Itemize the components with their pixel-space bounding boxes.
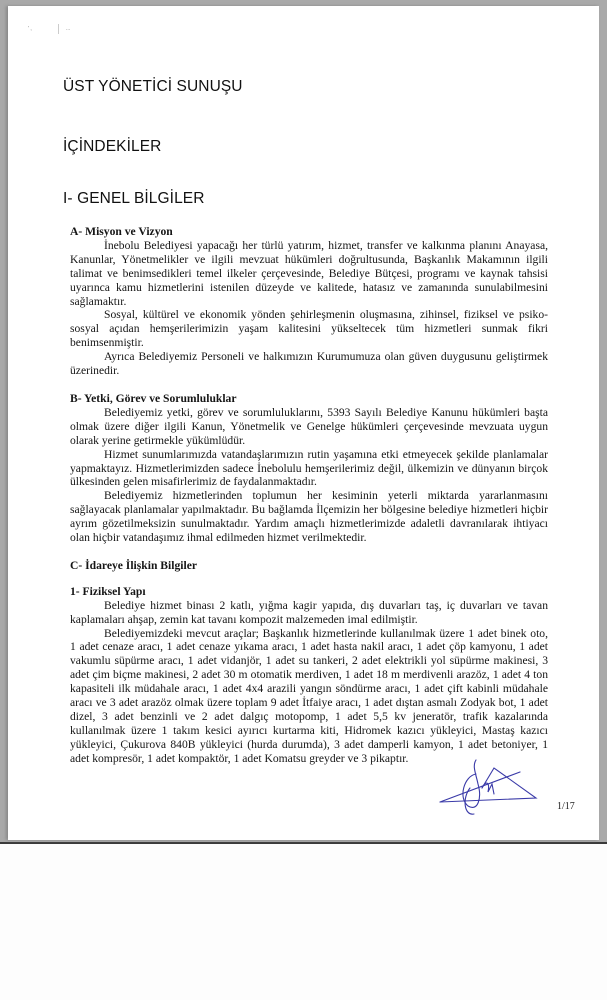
corner-mark-line xyxy=(58,24,59,34)
table-of-contents-heading: İÇİNDEKİLER xyxy=(63,138,162,155)
document-title: ÜST YÖNETİCİ SUNUŞU xyxy=(63,78,243,95)
paragraph: Sosyal, kültürel ve ekonomik yönden şehirleşmenin oluşmasına, zihinsel, fiziksel ve psiko-sosyal açıdan hemşerilerimizin yaşam kalitesini yükseltecek tüm hizmetleri sunmak fikri benimsenmiştir. xyxy=(70,308,548,350)
document-body xyxy=(70,225,548,766)
scan-corner-marks xyxy=(28,26,71,32)
corner-mark: ... xyxy=(66,26,71,32)
subsection-heading: 1- Fiziksel Yapı xyxy=(70,584,146,598)
section-a-heading: A- Misyon ve Vizyon xyxy=(70,225,173,238)
paragraph: Ayrıca Belediyemiz Personeli ve halkımızın Kurumumuza olan güven duygusunu geliştirmek üzerinedir. xyxy=(70,350,548,378)
paragraph: Hizmet sunumlarımızda vatandaşlarımızın rutin yaşamına etki etmeyecek şekilde planlamalar yapmaktayız. Hizmetlerimizden sadece İnebolulu hemşerilerimiz değil, ülkemizin ve dünyanın birçok ülkesinden gelen misafirlerimiz de faydalanmaktadır. xyxy=(70,447,548,489)
paragraph: Belediye hizmet binası 2 katlı, yığma kagir yapıda, dış duvarları taş, iç duvarları ve tavan kaplamaları ahşap, zemin kat tavanı kompozit malzemeden imal edilmiştir. xyxy=(70,598,548,626)
paragraph: Belediyemiz yetki, görev ve sorumluluklarını, 5393 Sayılı Belediye Kanunu hükümleri başta olmak üzere diğer ilgili Kanun, Yönetmelik ve Genelge hükümleri çerçevesinde mevzuata uygun olarak yerine getirmekle yükümlüdür. xyxy=(70,405,548,447)
document-page xyxy=(8,6,599,840)
general-info-heading: I- GENEL BİLGİLER xyxy=(63,190,205,207)
signature-icon xyxy=(436,758,546,820)
paragraph: Belediyemizdeki mevcut araçlar; Başkanlık hizmetlerinde kullanılmak üzere 1 adet binek oto, 1 adet cenaze aracı, 1 adet cenaze yıkama aracı, 1 adet hasta nakil aracı, 1 adet çöp kamyonu, 1 adet vakumlu süpürme aracı, 1 adet vidanjör, 1 adet su tankeri, 2 adet elektrikli yol süpürme makinesi, 3 adet çim biçme makinesi, 2 adet 30 m otomatik merdiven, 1 adet 18 m merdivenli arazöz, 1 adet 4 ton kapasiteli ilk müdahale aracı, 1 adet 4x4 arazili yangın söndürme aracı, 1 adet çift kabinli müdahale aracı ve 3 adet arazöz olmak üzere toplam 9 adet İtfaiye aracı, 1 adet dıştan asmalı Zodyak bot, 1 adet dizel, 3 adet benzinli ve 2 adet dalgıç motopomp, 1 adet 5,5 kv jeneratör, trafik kazalarında kullanılmak üzere 1 takım kesici ayırıcı kurtarma kiti, Hidromek kazıcı yükleyici, Mastaş kazıcı yükleyici, Çukurova 840B yükleyici (hurda durumda), 3 adet damperli kamyon, 1 adet betoniyer, 1 adet kompresör, 1 adet kompaktör, 1 adet Komatsu greyder ve 3 pikaptır. xyxy=(70,626,548,765)
paragraph: Belediyemiz hizmetlerinden toplumun her kesiminin yeterli miktarda yararlanmasını sağlayacak planlamalar yapılmaktadır. Bu bağlamda İlçemizin her bölgesine belediye hizmetleri hiçbir ayrım gözetilmeksizin sunulmaktadır. Yardım amaçlı hizmetlerimizde adaletli davranılarak ihtiyacı olan hiçbir vatandaşımız ihmal edilmeden hizmet verilmektedir. xyxy=(70,489,548,545)
section-c-heading: C- İdareye İlişkin Bilgiler xyxy=(70,558,197,572)
section-b-heading: B- Yetki, Görev ve Sorumluluklar xyxy=(70,391,237,405)
corner-mark: ' , xyxy=(28,26,32,32)
page-number: 1/17 xyxy=(557,801,575,812)
paragraph: İnebolu Belediyesi yapacağı her türlü yatırım, hizmet, transfer ve kalkınma planını Anayasa, Kanunlar, Yönetmelikler ve ilgili mevzuat hükümleri doğrultusunda, Başkanlık Makamının ilgili talimat ve benimsedikleri temel ilkeler çerçevesinde, Belediye Bütçesi, programı ve kaynak tahsisi uyarınca kamu hizmetlerini istenilen düzeyde ve kalitede, hatasız ve zamanında sunulabilmesini sağlamaktır. xyxy=(70,238,548,308)
